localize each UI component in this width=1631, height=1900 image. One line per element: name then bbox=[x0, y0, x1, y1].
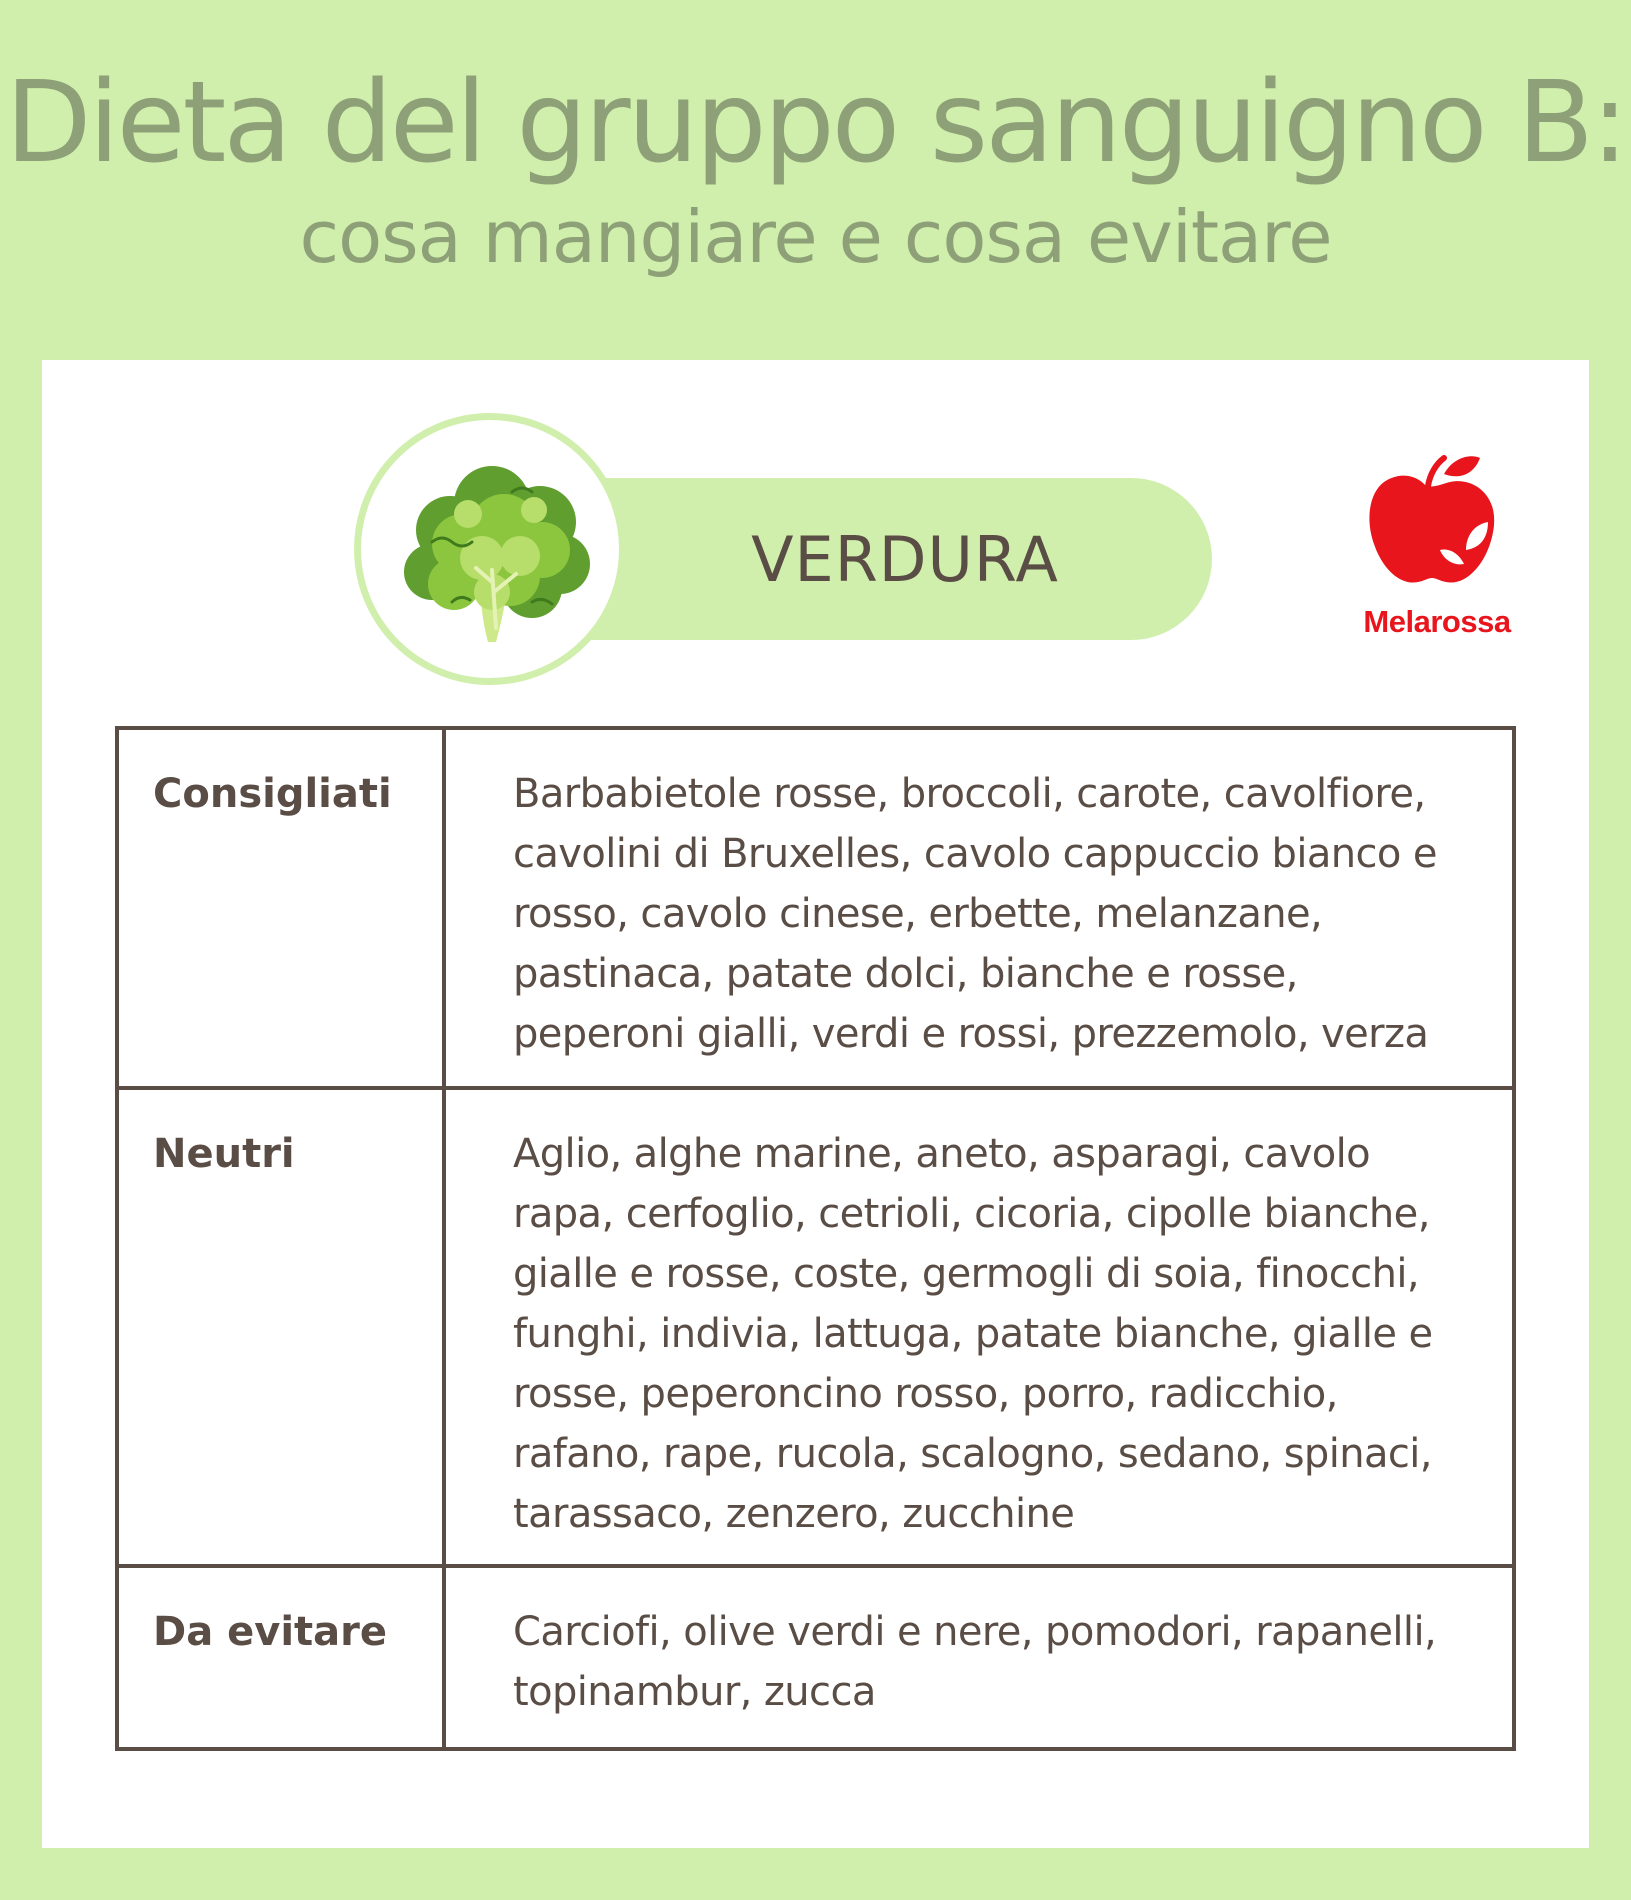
table-row bbox=[117, 1088, 1514, 1566]
row-category: Consigliati bbox=[117, 728, 444, 1088]
section-label: VERDURA bbox=[751, 522, 1059, 596]
page-subtitle: cosa mangiare e cosa evitare bbox=[299, 195, 1332, 279]
table-row bbox=[117, 1566, 1514, 1749]
row-category: Da evitare bbox=[117, 1566, 444, 1749]
brand-name: Melarossa bbox=[1363, 604, 1511, 639]
row-items: Barbabietole rosse, broccoli, carote, cavolfiore, cavolini di Bruxelles, cavolo cappuccio bianco e rosso, cavolo cinese, erbette, melanzane, pastinaca, patate dolci, bianche e rosse, peperoni gialli, verdi e rossi, prezzemolo, verza bbox=[444, 728, 1514, 1088]
apple-logo-icon bbox=[1368, 452, 1496, 592]
page-title: Dieta del gruppo sanguigno B: bbox=[5, 58, 1626, 188]
food-table bbox=[115, 726, 1516, 1751]
row-items: Aglio, alghe marine, aneto, asparagi, cavolo rapa, cerfoglio, cetrioli, cicoria, cipolle bianche, gialle e rosse, coste, germogli di soia, finocchi, funghi, indivia, lattuga, patate bianche, gialle e rosse, peperoncino rosso, porro, radicchio, rafano, rape, rucola, scalogno, sedano, spinaci, tarassaco, zenzero, zucchine bbox=[444, 1088, 1514, 1566]
brand-logo bbox=[1332, 452, 1542, 652]
row-items: Carciofi, olive verdi e nere, pomodori, rapanelli, topinambur, zucca bbox=[444, 1566, 1514, 1749]
table-row bbox=[117, 728, 1514, 1088]
row-category: Neutri bbox=[117, 1088, 444, 1566]
lettuce-icon bbox=[392, 452, 602, 662]
